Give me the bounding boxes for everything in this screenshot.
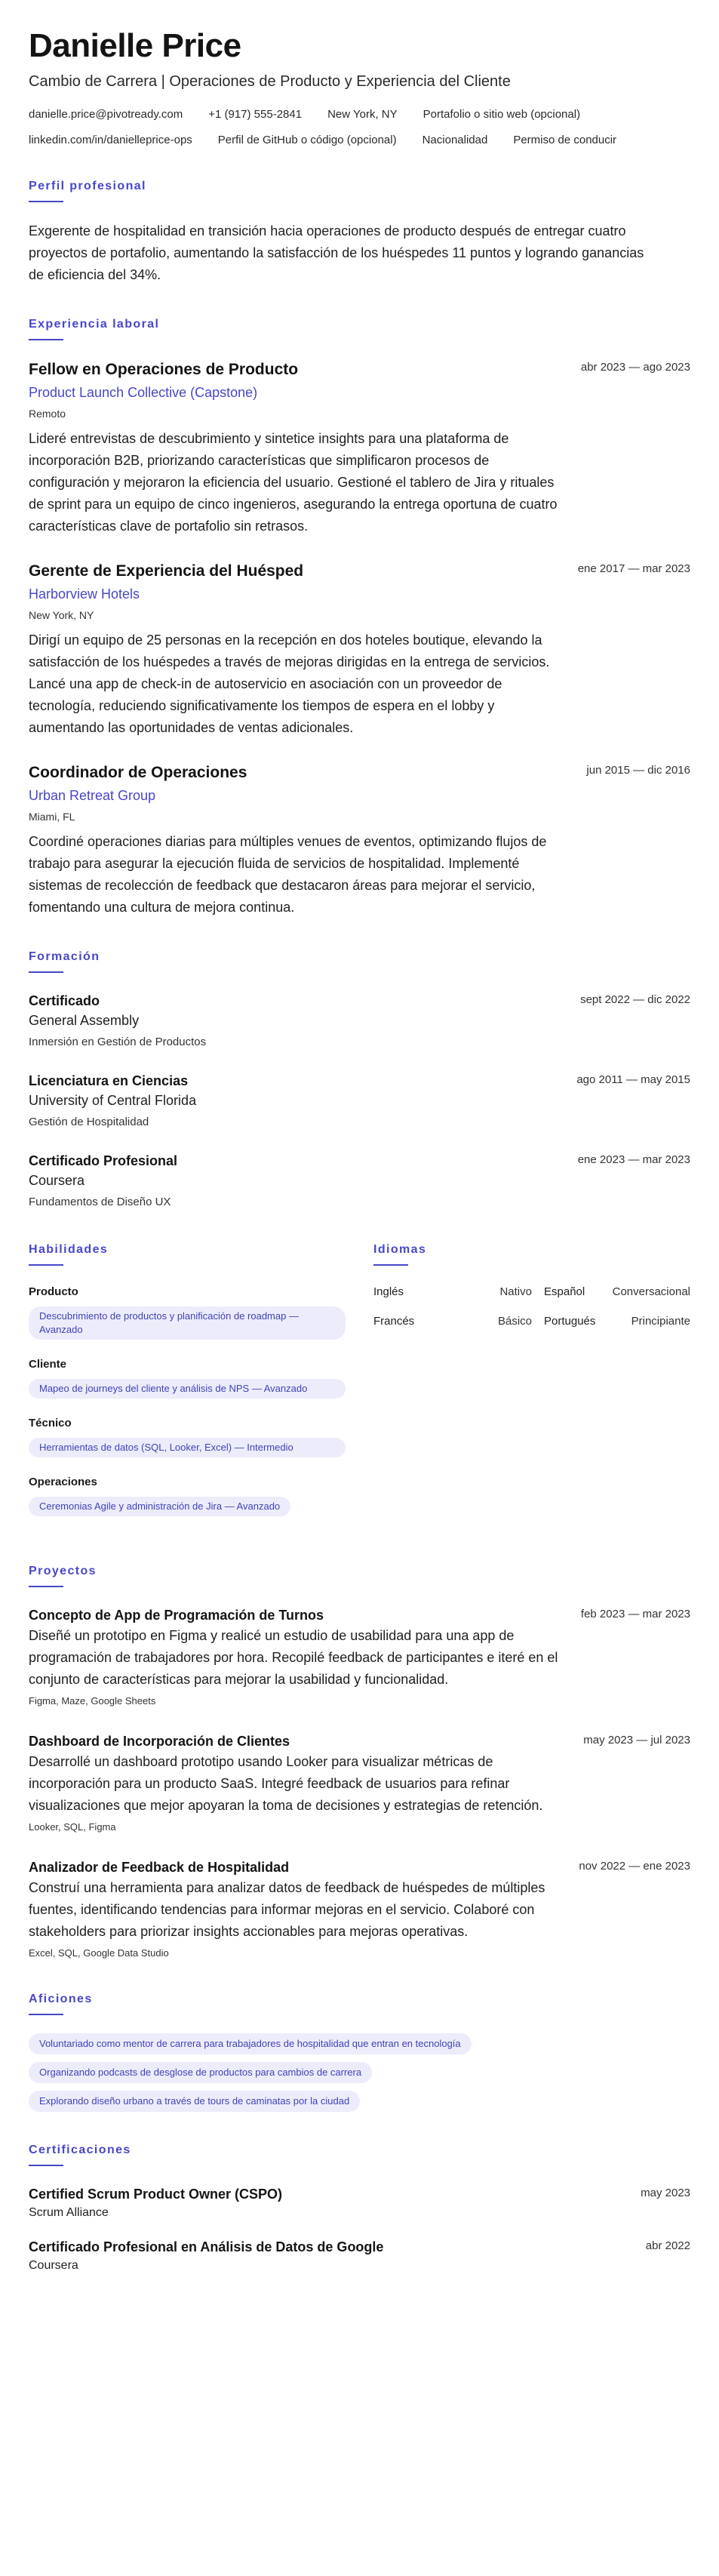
summary-text: Exgerente de hospitalidad en transición hacia operaciones de producto después de entregar cuatro proyectos de portafolio, aumentando la satisfacción de los huéspedes 11 puntos y logrando ganancias de eficiencia del 34%. (29, 223, 644, 282)
section-divider (29, 1264, 63, 1266)
education-school: University of Central Florida (29, 1093, 197, 1108)
language-level: Nativo (499, 1285, 532, 1298)
certification-date: abr 2022 (645, 2239, 690, 2252)
job-description: Lideré entrevistas de descubrimiento y sintetice insights para una plataforma de incorporación B2B, priorizando características que simplificaron procesos de configuración y mejoraron la eficiencia del usuario. Gestioné el tablero de Jira y rituales de sprint para un equipo de cinco ingenieros, asegurando la entrega oportuna de cuatro características clave de portafolio sin retrasos. (29, 431, 558, 534)
project-entry (29, 1605, 690, 1709)
project-description: Diseñé un prototipo en Figma y realicé un estudio de usabilidad para una app de programación de trabajadores por hora. Recopilé feedback de participantes e iteré en el conjunto de características para mejorar la usabilidad y funcionalidad. (29, 1628, 558, 1687)
certification-entry (29, 2237, 690, 2275)
language-row (373, 1313, 690, 1330)
contact-driving-license: Permiso de conducir (513, 134, 617, 146)
project-dates: may 2023 — jul 2023 (583, 1734, 690, 1747)
project-name: Dashboard de Incorporación de Clientes (29, 1734, 290, 1749)
job-entry (29, 762, 690, 919)
skills-languages-section (29, 1242, 690, 1533)
section-title: Idiomas (373, 1243, 427, 1256)
education-dates: sept 2022 — dic 2022 (580, 993, 690, 1006)
section-title: Perfil profesional (29, 180, 146, 192)
job-title: Coordinador de Operaciones (29, 764, 247, 781)
projects-section (29, 1563, 690, 1961)
skill-pill: Ceremonias Agile y administración de Jira — Avanzado (29, 1497, 290, 1516)
section-divider (29, 971, 63, 973)
project-tech: Excel, SQL, Google Data Studio (29, 1947, 169, 1959)
certification-entry (29, 2184, 690, 2222)
skill-group (29, 1474, 346, 1516)
certification-name: Certificado Profesional en Análisis de Datos de Google (29, 2239, 384, 2254)
project-name: Concepto de App de Programación de Turnos (29, 1608, 324, 1623)
job-description: Coordiné operaciones diarias para múltiples venues de eventos, optimizando flujos de trabajo para asegurar la ejecución fluida de servicios de hospitalidad. Implementé sistemas de recolección de feedback que destacaron áreas para mejorar el servicio, fomentando una cultura de mejora continua. (29, 834, 547, 915)
candidate-name: Danielle Price (29, 27, 241, 64)
skill-category: Producto (29, 1285, 78, 1298)
skill-group (29, 1415, 346, 1457)
certification-name: Certified Scrum Product Owner (CSPO) (29, 2187, 283, 2202)
section-divider (29, 2165, 63, 2166)
hobby-pill: Explorando diseño urbano a través de tours de caminatas por la ciudad (29, 2091, 360, 2112)
skill-category: Técnico (29, 1417, 72, 1430)
skills-column (29, 1242, 346, 1533)
education-school: Coursera (29, 1173, 85, 1188)
job-dates: abr 2023 — ago 2023 (580, 361, 690, 374)
language-row (373, 1284, 690, 1300)
section-title: Aficiones (29, 1993, 93, 2005)
project-name: Analizador de Feedback de Hospitalidad (29, 1860, 290, 1875)
job-company: Urban Retreat Group (29, 788, 156, 803)
education-degree: Licenciatura en Ciencias (29, 1073, 189, 1088)
section-divider (29, 201, 63, 202)
education-entry (29, 1151, 690, 1211)
job-entry (29, 560, 690, 739)
education-area: Gestión de Hospitalidad (29, 1116, 149, 1128)
job-entry (29, 359, 690, 537)
education-area: Inmersión en Gestión de Productos (29, 1036, 207, 1048)
section-title: Formación (29, 950, 100, 963)
job-location: New York, NY (29, 609, 94, 621)
project-entry (29, 1857, 690, 1961)
language-name: Portugués (544, 1315, 596, 1328)
project-tech: Figma, Maze, Google Sheets (29, 1695, 156, 1707)
hobby-pill: Voluntariado como mentor de carrera para trabajadores de hospitalidad que entran en tecnología (29, 2033, 472, 2054)
section-title: Proyectos (29, 1565, 97, 1577)
section-divider (29, 2014, 63, 2015)
project-description: Construí una herramienta para analizar datos de feedback de huéspedes de múltiples fuentes, identificando tendencias para informar mejoras en el servicio. Colaboré con stakeholders para priorizar insights accionables para mejoras operativas. (29, 1880, 545, 1939)
project-description: Desarrollé un dashboard prototipo usando Looker para visualizar métricas de incorporación para un producto SaaS. Integré feedback de usuarios para refinar visualizaciones que mejor apoyaran la toma de decisiones y estrategias de retención. (29, 1754, 543, 1813)
contact-phone[interactable]: +1 (917) 555-2841 (208, 108, 303, 121)
job-location: Miami, FL (29, 811, 75, 823)
job-title: Fellow en Operaciones de Producto (29, 361, 299, 378)
skill-pill: Mapeo de journeys del cliente y análisis de NPS — Avanzado (29, 1379, 346, 1399)
skill-pill: Herramientas de datos (SQL, Looker, Excel) — Intermedio (29, 1438, 346, 1457)
language-name: Francés (373, 1315, 415, 1328)
certifications-section (29, 2142, 690, 2275)
section-title: Certificaciones (29, 2144, 131, 2156)
contact-nationality: Nacionalidad (422, 134, 488, 146)
job-company: Product Launch Collective (Capstone) (29, 385, 258, 400)
project-dates: feb 2023 — mar 2023 (580, 1608, 690, 1620)
project-entry (29, 1731, 690, 1835)
contact-list (29, 107, 690, 148)
education-dates: ene 2023 — mar 2023 (577, 1153, 690, 1166)
contact-linkedin[interactable]: linkedin.com/in/danielleprice-ops (29, 134, 192, 146)
education-area: Fundamentos de Diseño UX (29, 1196, 171, 1208)
education-dates: ago 2011 — may 2015 (576, 1073, 690, 1086)
education-section (29, 949, 690, 1211)
summary-section (29, 178, 690, 286)
skill-category: Operaciones (29, 1476, 97, 1488)
job-dates: ene 2017 — mar 2023 (577, 562, 690, 575)
language-level: Principiante (631, 1315, 690, 1328)
language-level: Conversacional (612, 1285, 690, 1298)
education-degree: Certificado Profesional (29, 1153, 178, 1168)
job-dates: jun 2015 — dic 2016 (586, 764, 690, 777)
contact-email[interactable]: danielle.price@pivotready.com (29, 108, 183, 121)
project-tech: Looker, SQL, Figma (29, 1821, 116, 1833)
contact-github[interactable]: Perfil de GitHub o código (opcional) (217, 134, 397, 146)
section-divider (373, 1264, 408, 1266)
certification-date: may 2023 (641, 2187, 690, 2199)
language-name: Español (544, 1285, 585, 1298)
skill-group (29, 1284, 346, 1340)
certification-issuer: Coursera (29, 2259, 78, 2272)
hobbies-section (29, 1991, 690, 2112)
skill-pill: Descubrimiento de productos y planificación de roadmap — Avanzado (29, 1306, 346, 1340)
section-title: Experiencia laboral (29, 318, 160, 331)
education-entry (29, 1071, 690, 1131)
contact-portfolio[interactable]: Portafolio o sitio web (opcional) (422, 108, 581, 121)
job-location: Remoto (29, 408, 66, 420)
job-description: Dirigí un equipo de 25 personas en la recepción en dos hoteles boutique, elevando la satisfacción de los huéspedes a través de mejoras dirigidas en la entrega de servicios. Lancé una app de check-in de autoservicio en asociación con un proveedor de tecnología, reduciendo significativamente los tiempos de espera en el lobby y aumentando las oportunidades de ventas adicionales. (29, 632, 550, 735)
contact-location: New York, NY (327, 108, 398, 121)
education-entry (29, 991, 690, 1051)
education-school: General Assembly (29, 1013, 140, 1028)
experience-section (29, 316, 690, 919)
language-level: Básico (497, 1315, 532, 1328)
project-dates: nov 2022 — ene 2023 (579, 1860, 690, 1873)
section-title: Habilidades (29, 1243, 109, 1256)
hobby-pill: Organizando podcasts de desglose de productos para cambios de carrera (29, 2062, 372, 2083)
job-title: Gerente de Experiencia del Huésped (29, 562, 304, 580)
certification-issuer: Scrum Alliance (29, 2206, 109, 2219)
skill-group (29, 1356, 346, 1399)
language-name: Inglés (373, 1285, 404, 1298)
section-divider (29, 339, 63, 340)
section-divider (29, 1586, 63, 1587)
resume-header (29, 26, 690, 148)
education-degree: Certificado (29, 993, 100, 1008)
job-company: Harborview Hotels (29, 586, 140, 602)
languages-column (373, 1242, 690, 1533)
skill-category: Cliente (29, 1358, 67, 1371)
candidate-headline: Cambio de Carrera | Operaciones de Producto y Experiencia del Cliente (29, 73, 511, 90)
